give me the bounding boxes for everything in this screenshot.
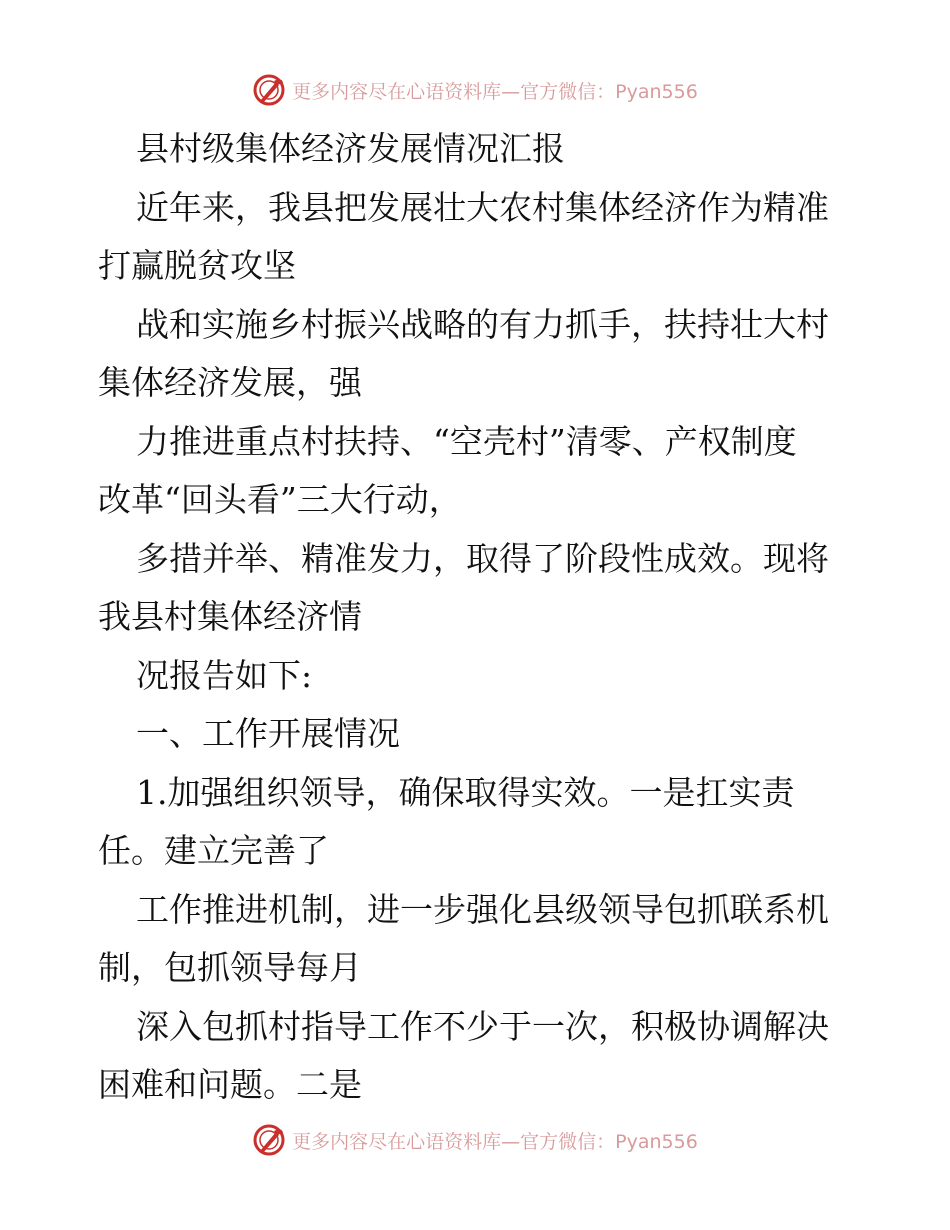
text-line: 改革“回头看”三大行动，: [98, 480, 462, 519]
text-line: 多措并举、精准发力，取得了阶段性成效。现将: [136, 538, 829, 578]
text-line: 我县村集体经济情: [98, 597, 362, 636]
feather-seal-logo-icon: [252, 1123, 286, 1157]
text-line: 打赢脱贫攻坚: [98, 246, 296, 285]
document-body: [98, 120, 858, 1115]
header-watermark-banner: [0, 70, 950, 110]
document-title: 县村级集体经济发展情况汇报: [136, 129, 565, 168]
text-line: 1.加强组织领导，确保取得实效。一是扛实责: [136, 772, 795, 812]
text-line: 困难和问题。二是: [98, 1065, 362, 1104]
footer-watermark-banner: [0, 1120, 950, 1160]
header-watermark-text: 更多内容尽在心语资料库—官方微信：Pyan556: [292, 80, 698, 103]
footer-watermark-text: 更多内容尽在心语资料库—官方微信：Pyan556: [292, 1130, 698, 1153]
text-line: 近年来，我县把发展壮大农村集体经济作为精准: [136, 187, 829, 227]
text-line: 制，包抓领导每月: [98, 948, 362, 987]
text-line: 一、工作开展情况: [136, 714, 400, 753]
text-line: 任。建立完善了: [98, 831, 329, 870]
text-line: 力推进重点村扶持、“空壳村”清零、产权制度: [136, 421, 797, 461]
text-line: 工作推进机制，进一步强化县级领导包抓联系机: [136, 889, 829, 929]
text-line: 集体经济发展，强: [98, 363, 362, 402]
text-line: 深入包抓村指导工作不少于一次，积极协调解决: [136, 1006, 829, 1046]
text-line: 战和实施乡村振兴战略的有力抓手，扶持壮大村: [136, 304, 829, 344]
text-line: 况报告如下:: [136, 655, 313, 695]
feather-seal-logo-icon: [252, 73, 286, 107]
